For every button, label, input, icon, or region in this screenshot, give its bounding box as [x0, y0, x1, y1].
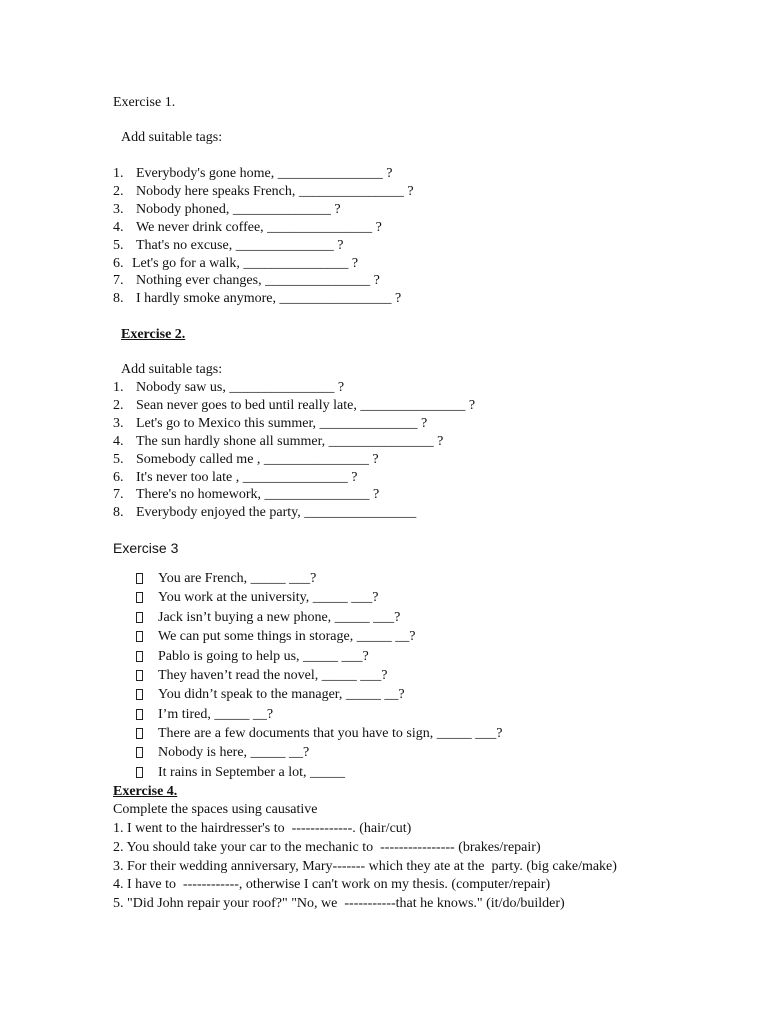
exercise-4-title: Exercise 4.: [113, 784, 178, 799]
list-item: Nobody here speaks French, _______________ ?: [136, 184, 414, 199]
list-item: Everybody enjoyed the party, ________________: [136, 505, 417, 520]
bullet-icon: [136, 709, 143, 720]
list-item: 5. "Did John repair your roof?" "No, we -----------that he knows." (it/do/builder): [113, 896, 565, 911]
list-item: 2. You should take your car to the mechanic to ---------------- (brakes/repair): [113, 840, 541, 855]
item-number: 7.: [113, 273, 124, 288]
bullet-icon: [136, 631, 143, 642]
list-item: There's no homework, _______________ ?: [136, 487, 380, 502]
list-item: I hardly smoke anymore, ________________ ?: [136, 291, 402, 306]
list-item: They haven’t read the novel, _____ ___?: [158, 668, 388, 683]
list-item: That's no excuse, ______________ ?: [136, 238, 344, 253]
list-item: It rains in September a lot, _____: [158, 765, 346, 780]
bullet-icon: [136, 728, 143, 739]
bullet-icon: [136, 767, 143, 778]
item-number: 1.: [113, 166, 124, 181]
list-item: Nothing ever changes, _______________ ?: [136, 273, 380, 288]
bullet-icon: [136, 651, 143, 662]
item-number: 7.: [113, 487, 124, 502]
item-number: 3.: [113, 202, 124, 217]
list-item: 1. I went to the hairdresser's to -------------. (hair/cut): [113, 821, 412, 836]
list-item: Let's go to Mexico this summer, ______________ ?: [136, 416, 428, 431]
list-item: 4. I have to ------------, otherwise I can't work on my thesis. (computer/repair): [113, 877, 551, 892]
item-number: 6.: [113, 256, 124, 271]
list-item: The sun hardly shone all summer, _______________ ?: [136, 434, 444, 449]
bullet-icon: [136, 592, 143, 603]
item-number: 8.: [113, 505, 124, 520]
bullet-icon: [136, 612, 143, 623]
item-number: 4.: [113, 434, 124, 449]
list-item: It's never too late , _______________ ?: [136, 470, 358, 485]
list-item: We never drink coffee, _______________ ?: [136, 220, 382, 235]
exercise-2-instruction: Add suitable tags:: [121, 362, 223, 377]
list-item: Jack isn’t buying a new phone, _____ ___?: [158, 610, 401, 625]
bullet-icon: [136, 573, 143, 584]
list-item: Nobody is here, _____ __?: [158, 745, 310, 760]
list-item: You work at the university, _____ ___?: [158, 590, 379, 605]
item-number: 4.: [113, 220, 124, 235]
exercise-4-instruction: Complete the spaces using causative: [113, 802, 318, 817]
list-item: 3. For their wedding anniversary, Mary------- which they ate at the party. (big cake/make): [113, 859, 617, 874]
item-number: 3.: [113, 416, 124, 431]
exercise-2-title: Exercise 2.: [121, 327, 186, 342]
item-number: 5.: [113, 452, 124, 467]
item-number: 8.: [113, 291, 124, 306]
item-number: 1.: [113, 380, 124, 395]
list-item: Nobody phoned, ______________ ?: [136, 202, 341, 217]
list-item: Everybody's gone home, _______________ ?: [136, 166, 393, 181]
list-item: Let's go for a walk, _______________ ?: [132, 256, 359, 271]
list-item: You are French, _____ ___?: [158, 571, 317, 586]
exercise-3-title: Exercise 3: [113, 540, 179, 556]
item-number: 2.: [113, 398, 124, 413]
item-number: 2.: [113, 184, 124, 199]
bullet-icon: [136, 670, 143, 681]
item-number: 6.: [113, 470, 124, 485]
list-item: I’m tired, _____ __?: [158, 707, 274, 722]
list-item: We can put some things in storage, _____ __?: [158, 629, 416, 644]
list-item: You didn’t speak to the manager, _____ __?: [158, 687, 405, 702]
exercise-1-instruction: Add suitable tags:: [121, 130, 223, 145]
list-item: Sean never goes to bed until really late, _______________ ?: [136, 398, 476, 413]
list-item: Nobody saw us, _______________ ?: [136, 380, 345, 395]
bullet-icon: [136, 689, 143, 700]
item-number: 5.: [113, 238, 124, 253]
list-item: Somebody called me , _______________ ?: [136, 452, 379, 467]
bullet-icon: [136, 747, 143, 758]
list-item: Pablo is going to help us, _____ ___?: [158, 649, 369, 664]
exercise-1-title: Exercise 1.: [113, 95, 176, 110]
list-item: There are a few documents that you have to sign, _____ ___?: [158, 726, 503, 741]
